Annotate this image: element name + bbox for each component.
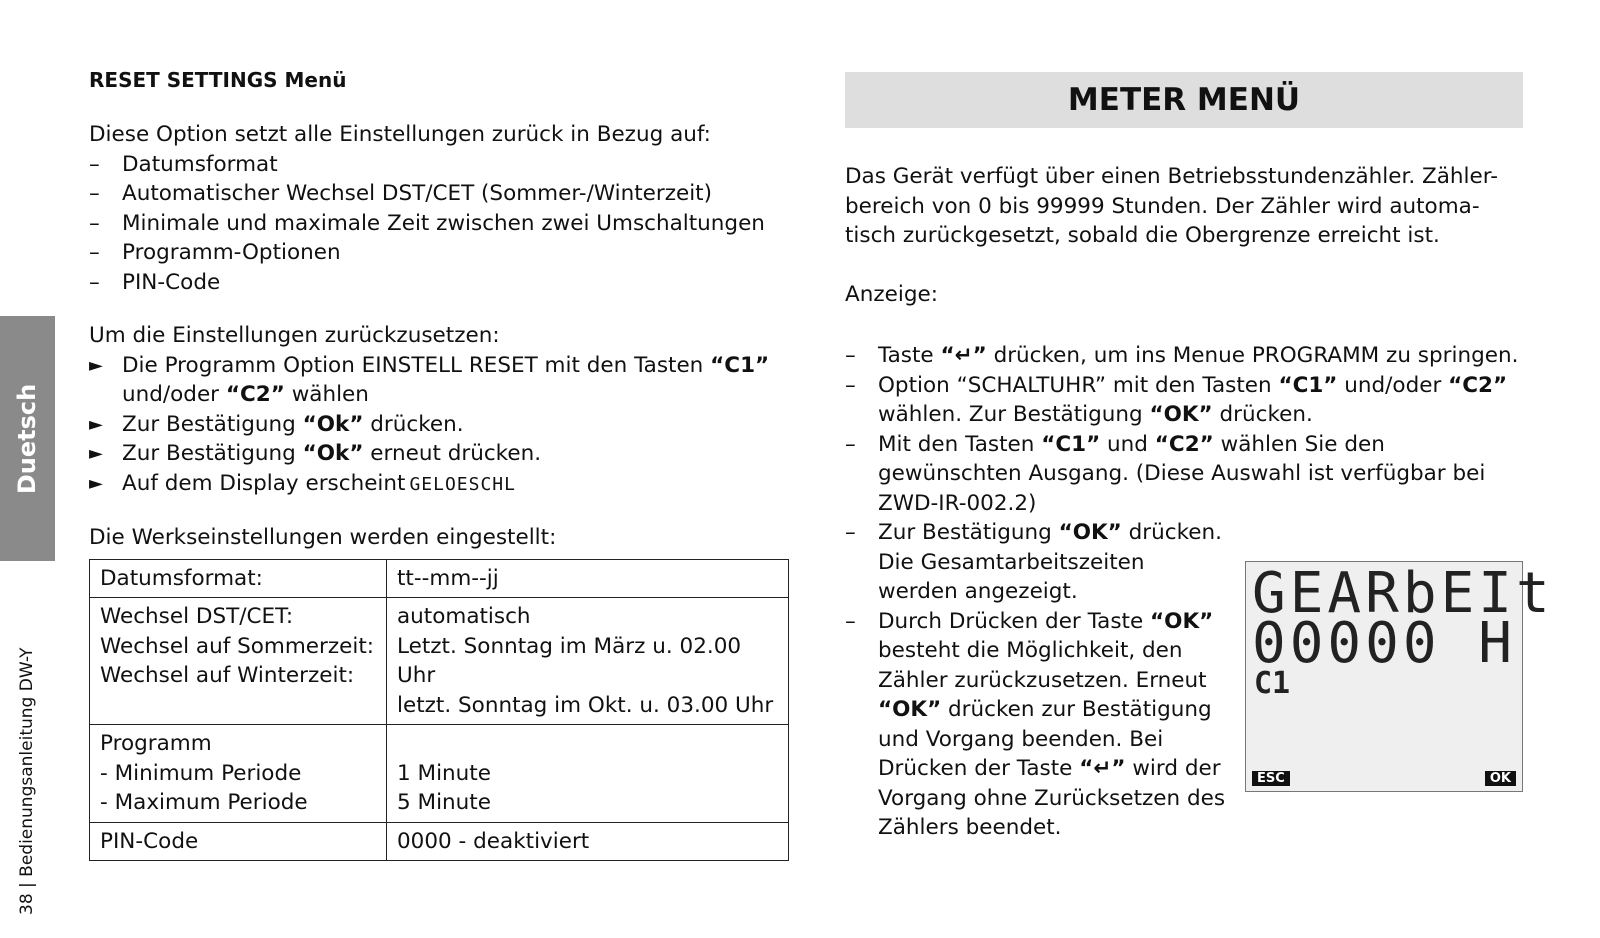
table-cell: PIN-Code: [90, 822, 387, 861]
step-text: drücken.: [363, 411, 464, 437]
table-row: [90, 822, 789, 861]
meter-description: [845, 162, 1525, 251]
desc-line: bereich von 0 bis 99999 Stunden. Der Zähler wird automa-: [845, 193, 1480, 219]
step-text: wählen Sie den gewünschten Ausgang. (Diese Auswahl ist verfügbar bei ZWD-IR-002.2): [878, 431, 1486, 516]
language-tab-label: Duetsch: [13, 383, 42, 494]
step-text: und: [1100, 431, 1155, 457]
lcd-ok-label: OK: [1485, 771, 1516, 786]
step-text: drücken.: [1121, 520, 1222, 545]
meter-menu-title: METER MENÜ: [845, 72, 1523, 128]
key-ok: “OK”: [1149, 402, 1213, 427]
list-item: [845, 430, 1525, 519]
table-row: [90, 559, 789, 598]
step-item: [89, 410, 789, 440]
step-text: Vorgang ohne Zurücksetzen des: [878, 785, 1226, 811]
lcd-esc-label: ESC: [1252, 771, 1290, 786]
step-text: drücken, um ins Menue PROGRAMM zu springen.: [986, 343, 1519, 368]
desc-line: tisch zurückgesetzt, sobald die Obergrenze erreicht ist.: [845, 223, 1440, 248]
cell-line: Wechsel auf Sommerzeit:: [100, 633, 375, 659]
factory-intro: Die Werkseinstellungen werden eingestellt:: [89, 525, 557, 550]
cell-line: - Maximum Periode: [100, 790, 308, 815]
key-c2: “C2”: [1154, 431, 1214, 457]
key-ok: “OK”: [878, 697, 942, 722]
cell-line: Programm: [100, 731, 212, 756]
lcd-line-1: GEARbEIt: [1252, 561, 1554, 626]
table-cell: [387, 725, 789, 823]
cell-line: 5 Minute: [397, 790, 491, 815]
step-text: Zur Bestätigung: [122, 441, 303, 466]
step-text: Drücken der Taste: [878, 756, 1080, 781]
list-item: [845, 341, 1525, 371]
list-item: [845, 371, 1525, 430]
cell-line: Wechsel DST/CET:: [100, 604, 294, 629]
step-text: wählen. Zur Bestätigung: [878, 402, 1150, 427]
step-text: erneut drücken.: [363, 441, 542, 466]
step-item: [89, 351, 789, 410]
step-text: und/oder: [1337, 372, 1449, 398]
key-enter: “↵”: [1079, 756, 1126, 781]
step-text: Die Gesamtarbeitszeiten: [878, 549, 1145, 575]
reset-steps-intro: Um die Einstellungen zurückzusetzen:: [89, 323, 500, 348]
key-ok: “Ok”: [302, 411, 364, 437]
factory-settings-table: [89, 559, 789, 862]
reset-settings-heading: RESET SETTINGS Menü: [89, 68, 347, 92]
key-c1: “C1”: [1041, 431, 1101, 457]
list-item: – Minimale und maximale Zeit zwischen zwei Umschaltungen: [89, 209, 789, 239]
step-text: Taste: [878, 343, 941, 368]
step-text: Option “SCHALTUHR” mit den Tasten: [878, 372, 1279, 398]
reset-settings-section: [89, 68, 789, 861]
step-text: Mit den Tasten: [878, 431, 1042, 457]
step-text: Zur Bestätigung: [122, 411, 303, 437]
step-text: Auf dem Display erscheint: [122, 470, 406, 496]
page-footer-text: 38 | Bedienungsanleitung DW-Y: [17, 647, 37, 915]
step-text: Durch Drücken der Taste: [878, 608, 1151, 634]
table-cell: tt--mm--jj: [387, 559, 789, 598]
reset-steps-list: [89, 351, 789, 500]
cell-line: letzt. Sonntag im Okt. u. 03.00 Uhr: [397, 692, 774, 718]
reset-intro: Diese Option setzt alle Einstellungen zurück in Bezug auf:: [89, 122, 711, 147]
key-ok: “Ok”: [302, 441, 364, 466]
table-row: [90, 598, 789, 725]
list-item: – Automatischer Wechsel DST/CET (Sommer-/Winterzeit): [89, 179, 789, 209]
step-text: wählen: [284, 382, 369, 407]
step-text: Zählers beendet.: [878, 815, 1062, 840]
key-c2: “C2”: [225, 382, 285, 407]
list-item: – PIN-Code: [89, 268, 789, 298]
language-tab: [0, 316, 55, 561]
cell-line: [397, 729, 778, 759]
step-text: drücken zur Bestätigung: [941, 697, 1212, 722]
step-text: Zur Bestätigung: [878, 520, 1059, 545]
table-cell: [387, 598, 789, 725]
table-cell: 0000 - deaktiviert: [387, 822, 789, 861]
step-text: drücken.: [1212, 402, 1313, 427]
step-item: [89, 439, 789, 469]
cell-line: Wechsel auf Winterzeit:: [100, 663, 355, 688]
step-text: und Vorgang beenden. Bei: [878, 726, 1164, 752]
key-ok: “OK”: [1150, 608, 1214, 634]
list-item: – Programm-Optionen: [89, 238, 789, 268]
step-text: wird der: [1125, 756, 1221, 781]
cell-line: 1 Minute: [397, 760, 491, 786]
key-ok: “OK”: [1058, 520, 1122, 545]
lcd-display-illustration: [1245, 561, 1554, 792]
key-enter: “↵”: [940, 343, 987, 368]
list-item: – Datumsformat: [89, 150, 789, 180]
lcd-line-3: C1: [1254, 666, 1291, 701]
cell-line: automatisch: [397, 604, 531, 629]
step-text: werden angezeigt.: [878, 579, 1078, 604]
key-c2: “C2”: [1448, 372, 1508, 398]
table-cell: [90, 598, 387, 725]
desc-line: Das Gerät verfügt über einen Betriebsstundenzähler. Zähler-: [845, 164, 1498, 189]
table-cell: Datumsformat:: [90, 559, 387, 598]
anzeige-label: Anzeige:: [845, 281, 938, 307]
key-c1: “C1”: [710, 352, 770, 378]
cell-line: Letzt. Sonntag im März u. 02.00 Uhr: [397, 633, 742, 688]
table-cell: [90, 725, 387, 823]
step-item: [89, 469, 789, 500]
step-text: Die Programm Option EINSTELL RESET mit den Tasten: [122, 352, 711, 378]
table-row: [90, 725, 789, 823]
step-text: Zähler zurückzusetzen. Erneut: [878, 667, 1207, 693]
lcd-text-geloescht: GELOESCHL: [409, 473, 516, 495]
key-c1: “C1”: [1278, 372, 1338, 398]
cell-line: - Minimum Periode: [100, 760, 302, 786]
step-text: besteht die Möglichkeit, den: [878, 638, 1183, 663]
lcd-line-2: 00000 H: [1252, 611, 1517, 676]
reset-items-list: [89, 150, 789, 298]
step-text: und/oder: [122, 382, 226, 407]
